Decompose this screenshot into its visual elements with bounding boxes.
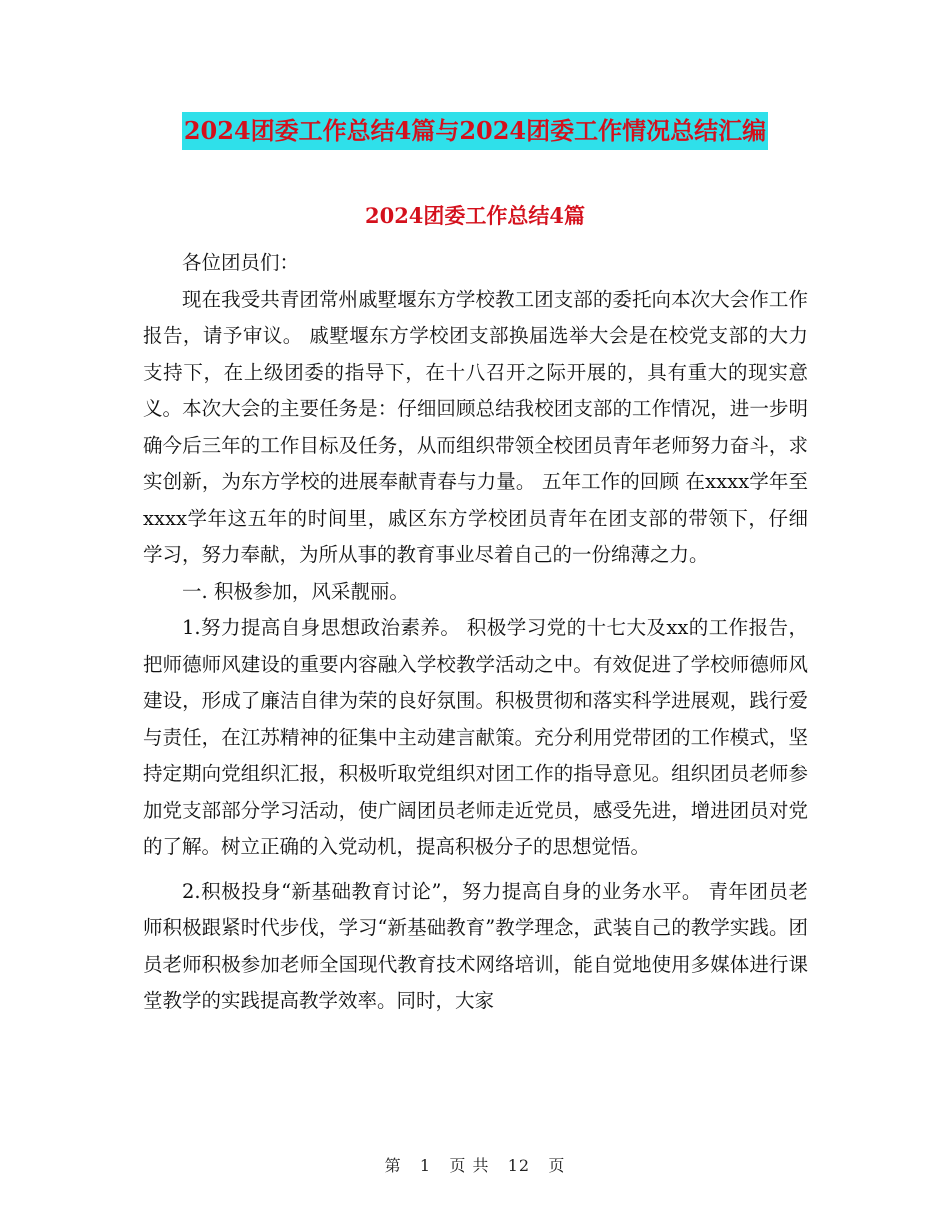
- footer-total-pages: 12: [507, 1156, 531, 1175]
- page-footer: [0, 1154, 950, 1178]
- paragraph-item-1: 1.努力提高自身思想政治素养。 积极学习党的十七大及xx的工作报告，把师德师风建设的重要内容融入学校教学活动之中。有效促进了学校师德师风建设，形成了廉洁自律为荣的良好氛围。积极贯彻和落实科学进展观，践行爱与责任，在江苏精神的征集中主动建言献策。充分利用党带团的工作模式，坚持定期向党组织汇报，积极听取党组织对团工作的指导意见。组织团员老师参加党支部部分学习活动，使广阔团员老师走近党员，感受先进，增进团员对党的了解。树立正确的入党动机，提高积极分子的思想觉悟。: [143, 616, 808, 858]
- paragraph-salutation: 各位团员们：: [182, 251, 300, 274]
- sub-title: 2024团委工作总结4篇: [364, 203, 586, 228]
- main-title: 2024团委工作总结4篇与2024团委工作情况总结汇编: [182, 112, 768, 150]
- footer-page-number: 1: [419, 1156, 432, 1175]
- footer-prefix: 第: [384, 1156, 402, 1175]
- footer-middle: 页 共: [449, 1156, 490, 1175]
- footer-suffix: 页: [548, 1156, 566, 1175]
- paragraph-report-intro: 现在我受共青团常州戚墅堰东方学校教工团支部的委托向本次大会作工作报告，请予审议。 戚墅堰东方学校团支部换届选举大会是在校党支部的大力支持下，在上级团委的指导下，在十八召开之际开展的，具有重大的现实意义。本次大会的主要任务是：仔细回顾总结我校团支部的工作情况，进一步明确今后三年的工作目标及任务，从而组织带领全校团员青年老师努力奋斗，求实创新，为东方学校的进展奉献青春与力量。 五年工作的回顾 在xxxx学年至xxxx学年这五年的时间里，戚区东方学校团员青年在团支部的带领下，仔细学习，努力奉献，为所从事的教育事业尽着自己的一份绵薄之力。: [143, 287, 808, 566]
- paragraph-section-heading: 一. 积极参加，风采靓丽。: [182, 579, 409, 603]
- main-title-container: [0, 112, 950, 150]
- paragraph-item-2: 2.积极投身“新基础教育讨论”，努力提高自身的业务水平。 青年团员老师积极跟紧时代步伐，学习“新基础教育”教学理念，武装自己的教学实践。团员老师积极参加老师全国现代教育技术网络培训，能自觉地使用多媒体进行课堂教学的实践提高教学效率。同时，大家: [143, 879, 808, 1012]
- body-text: [143, 245, 808, 1020]
